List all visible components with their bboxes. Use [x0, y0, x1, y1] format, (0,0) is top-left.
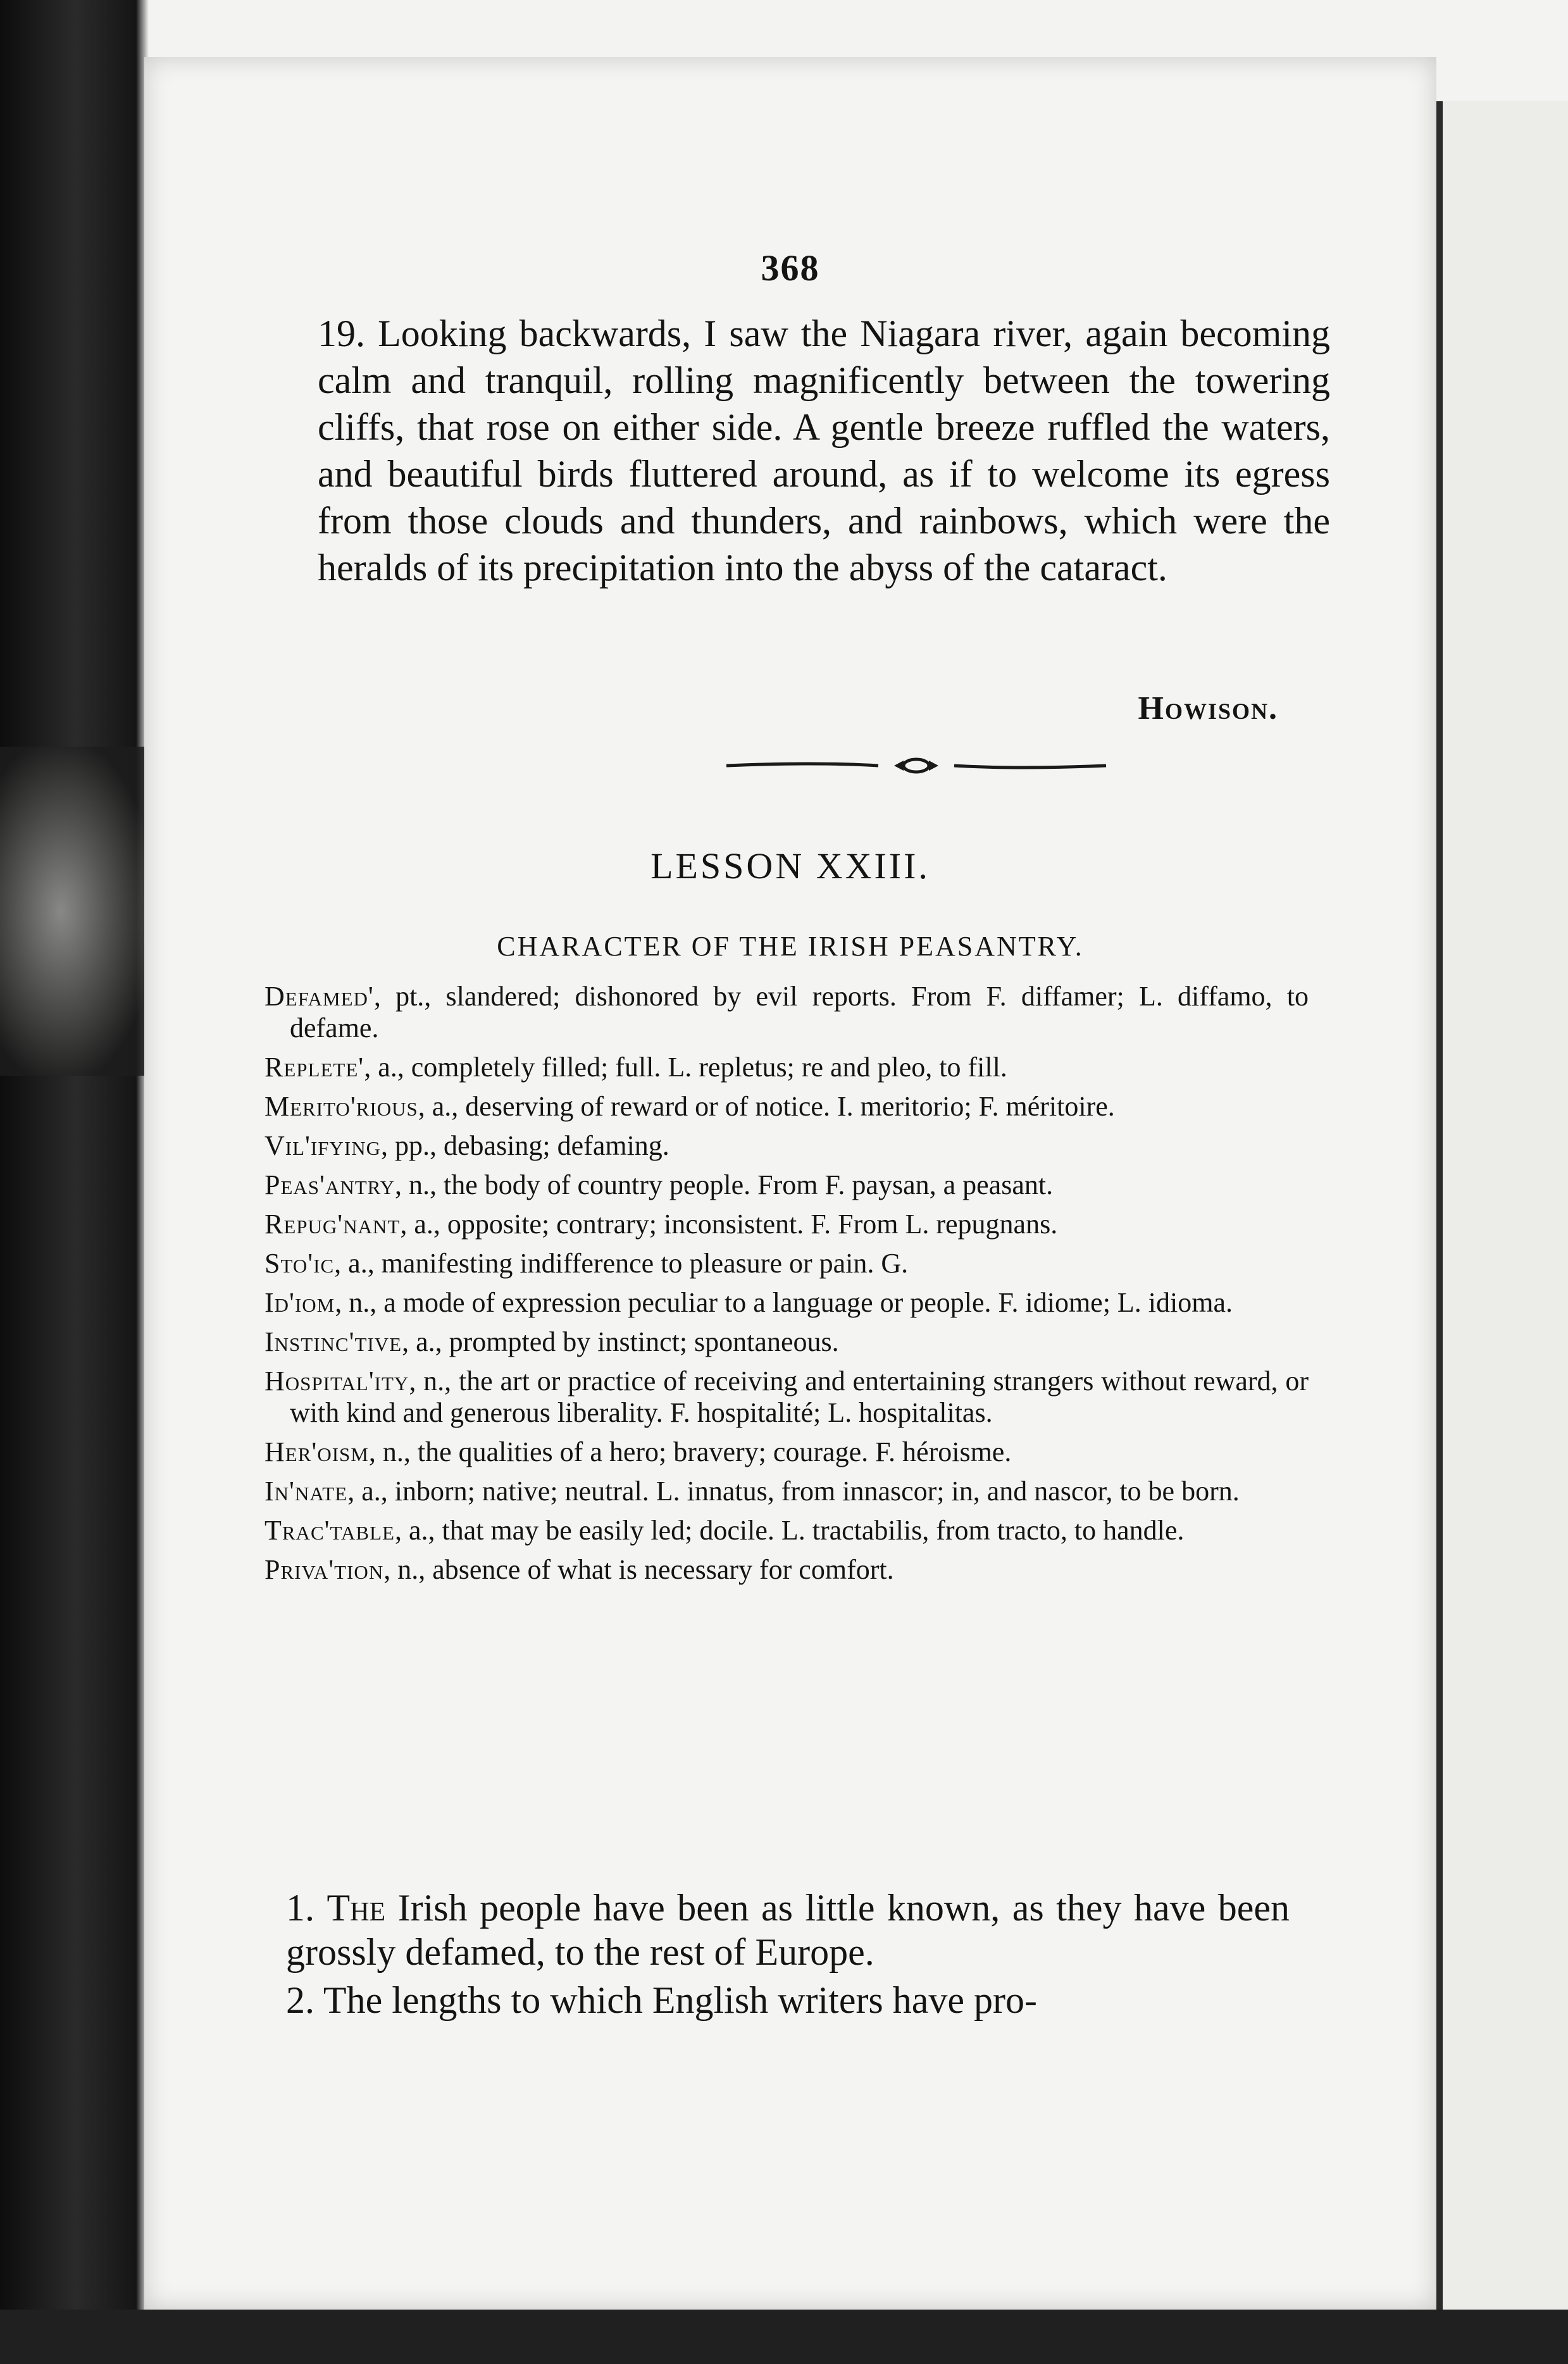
paragraph-19: 19. Looking backwards, I saw the Niagara river, again becoming calm and tranquil, rolling magnificently between the towering cliffs, that rose on either side. A gentle breeze ruffled the waters, and beautiful birds fluttered around, as if to welcome its egress from those clouds and thunders, and rainbows, which were the heralds of its precipitation into the abyss of the cataract. [318, 313, 1330, 588]
vocabulary-list [264, 981, 1309, 1593]
vocabulary-entry: Peas'antry, n., the body of country people. From F. paysan, a peasant. [264, 1169, 1054, 1200]
vocabulary-entry: Priva'tion, n., absence of what is necessary for comfort. [264, 1554, 894, 1585]
lesson-title: LESSON XXIII. [650, 845, 930, 886]
page-number: 368 [761, 247, 820, 289]
scan-bottom-border [0, 2310, 1568, 2364]
vocabulary-entry: Her'oism, n., the qualities of a hero; bravery; courage. F. héroisme. [264, 1436, 1012, 1467]
author-attribution: Howison. [1138, 690, 1278, 726]
section-divider-ornament [720, 753, 1112, 778]
vocabulary-entry: Instinc'tive, a., prompted by instinct; spontaneous. [264, 1326, 839, 1357]
paragraph-2: 2. The lengths to which English writers have pro- [286, 1979, 1037, 2021]
paragraph-1: 1. The Irish people have been as little known, as they have been grossly defamed, to the rest of Europe. [286, 1887, 1290, 1973]
vocabulary-entry: Id'iom, n., a mode of expression peculiar to a language or people. F. idiome; L. idioma. [264, 1287, 1233, 1318]
vocabulary-entry: Trac'table, a., that may be easily led; docile. L. tractabilis, from tracto, to handle. [264, 1515, 1185, 1546]
book-page [144, 57, 1436, 2310]
vocabulary-entry: Repug'nant, a., opposite; contrary; inconsistent. F. From L. repugnans. [264, 1209, 1058, 1240]
vocabulary-entry: In'nate, a., inborn; native; neutral. L. innatus, from innascor; in, and nascor, to be born. [264, 1476, 1240, 1507]
vocabulary-entry: Hospital'ity, n., the art or practice of receiving and entertaining strangers without reward, or with kind and generous liberality. F. hospitalité; L. hospitalitas. [264, 1366, 1309, 1428]
lesson-body [246, 1886, 1290, 2026]
vocabulary-entry: Defamed', pt., slandered; dishonored by evil reports. From F. diffamer; L. diffamo, to defame. [264, 981, 1309, 1043]
vocabulary-entry: Sto'ic, a., manifesting indifference to pleasure or pain. G. [264, 1248, 909, 1279]
facing-page-edge [1436, 101, 1568, 2364]
vocabulary-entry: Merito'rious, a., deserving of reward or of notice. I. meritorio; F. méritoire. [264, 1091, 1115, 1122]
vocabulary-entry: Replete', a., completely filled; full. L. repletus; re and pleo, to fill. [264, 1052, 1007, 1083]
lesson-subtitle: CHARACTER OF THE IRISH PEASANTRY. [497, 931, 1084, 962]
vocabulary-entry: Vil'ifying, pp., debasing; defaming. [264, 1130, 669, 1161]
book-spine-edge [0, 747, 152, 1076]
